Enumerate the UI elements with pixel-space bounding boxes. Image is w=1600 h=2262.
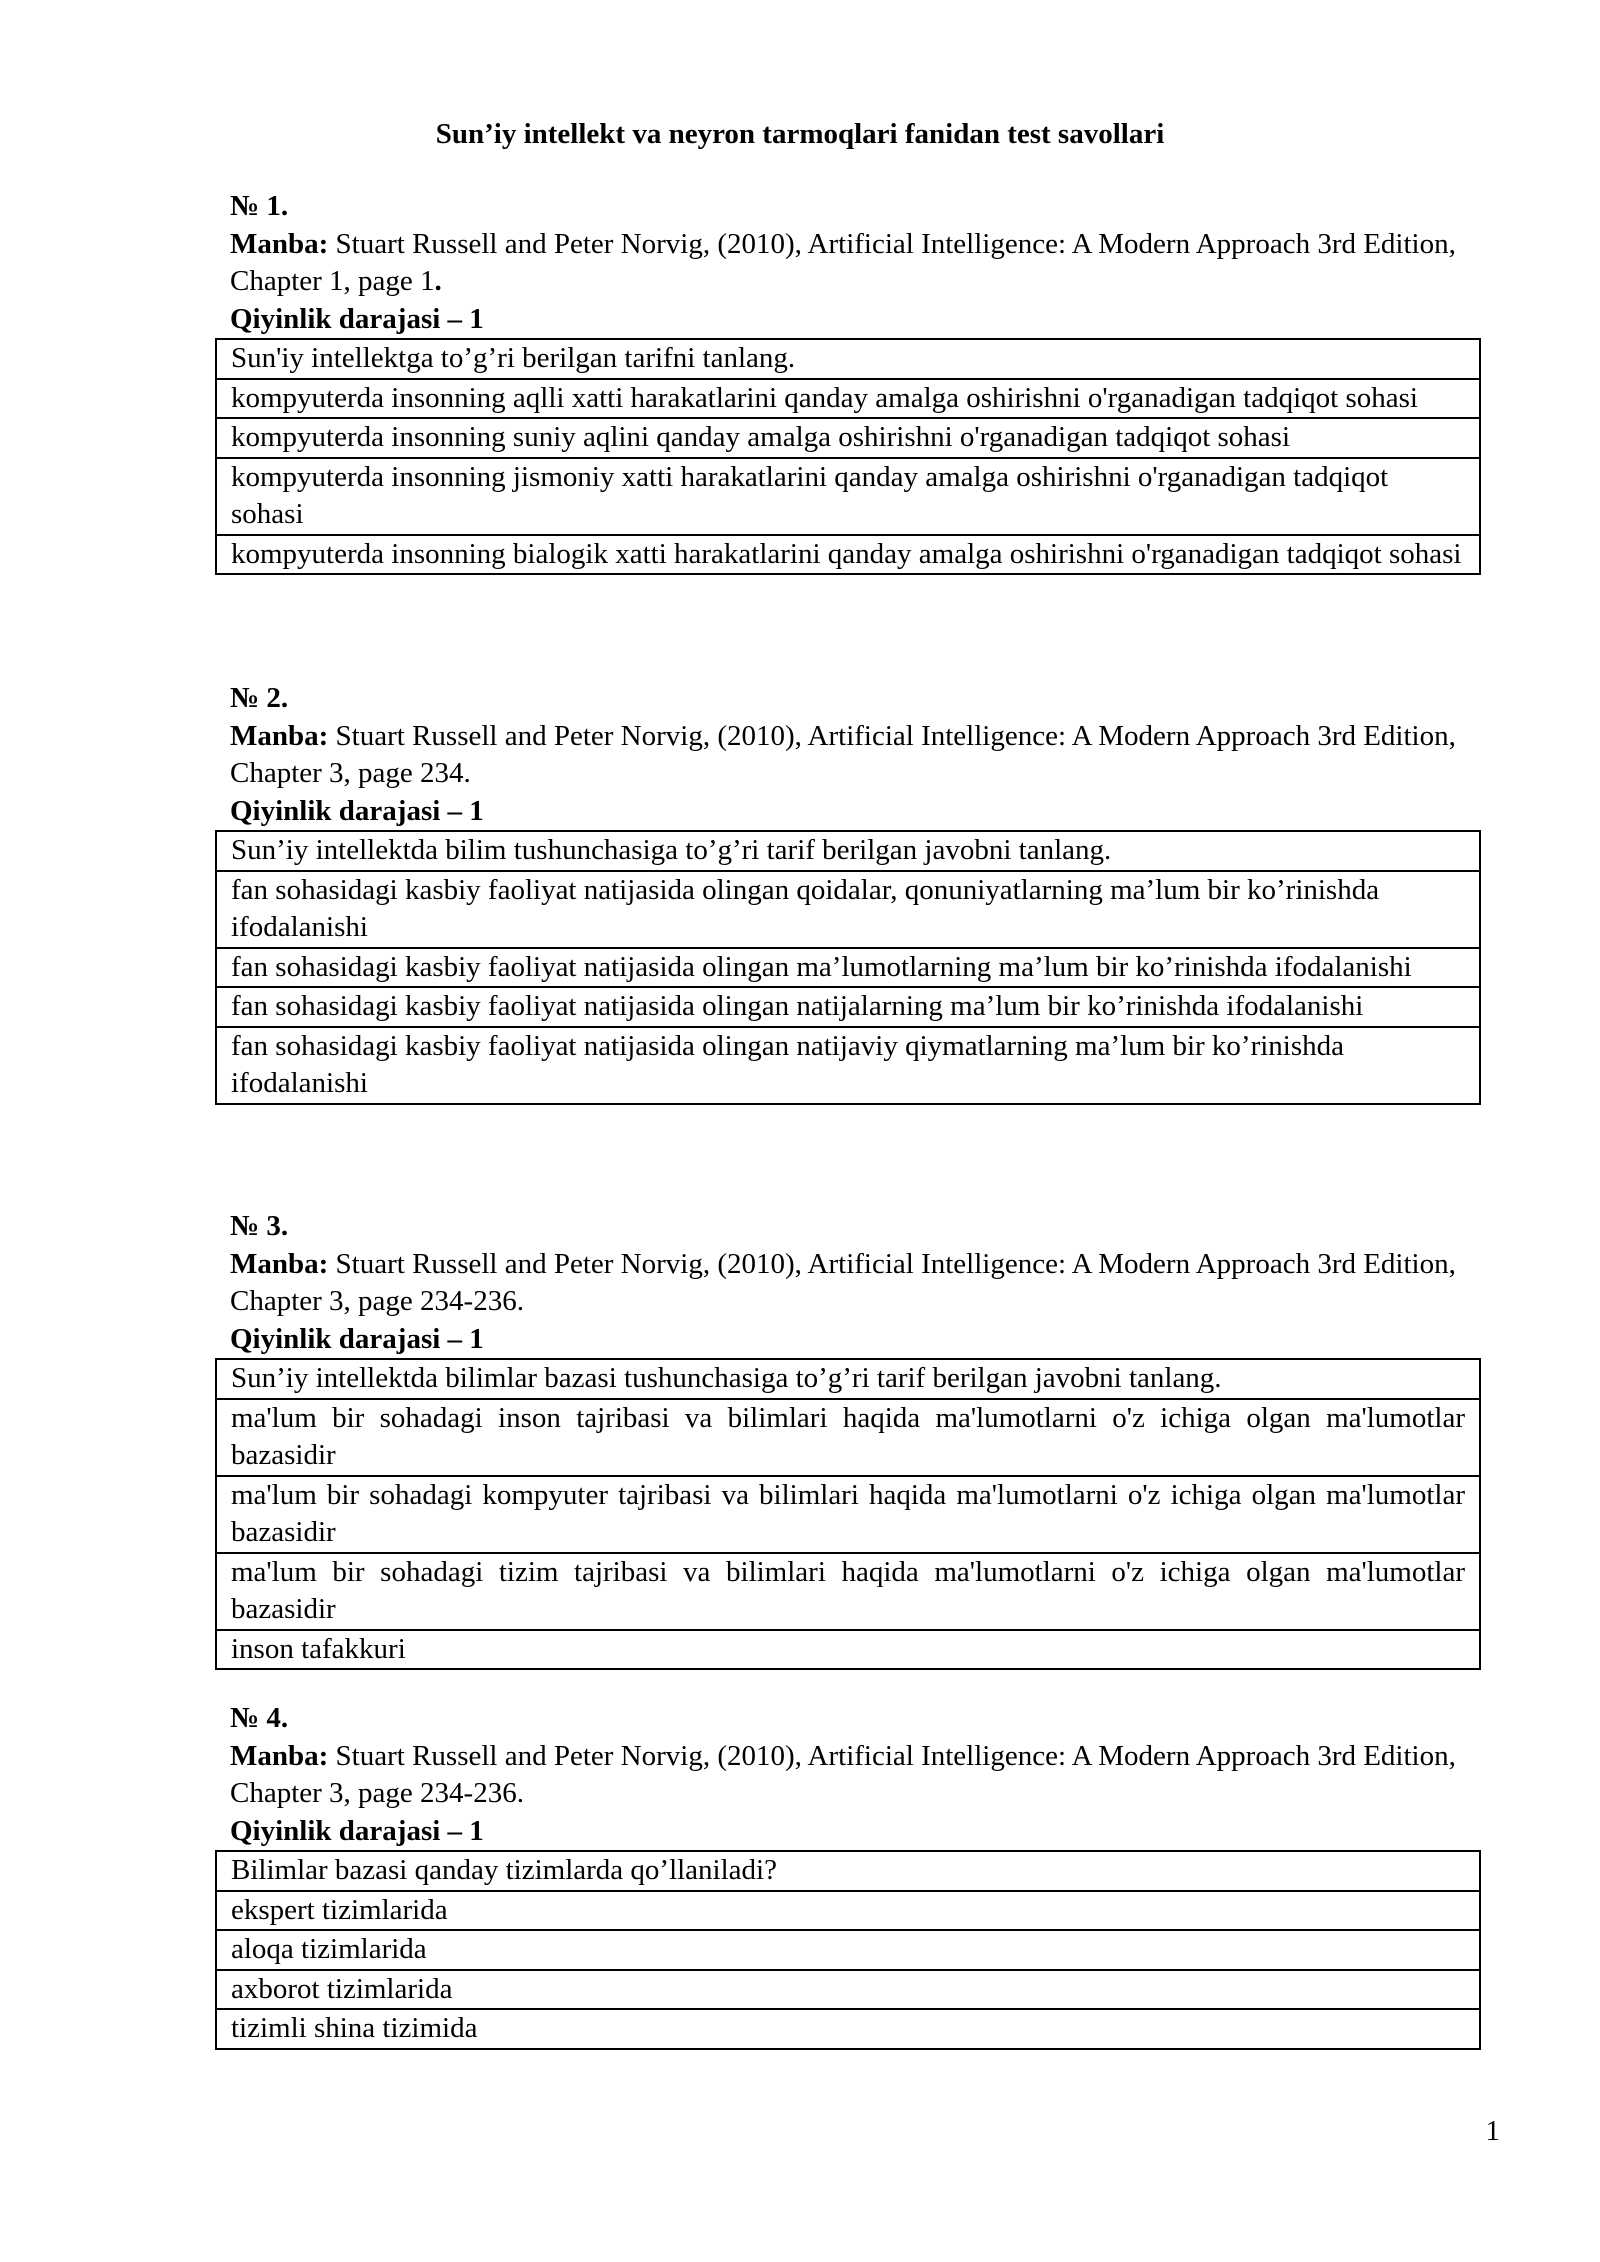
answer-option: fan sohasidagi kasbiy faoliyat natijasida olingan natijalarning ma’lum bir ko’rinishda ifodalanishi (217, 986, 1479, 1026)
question-table (215, 830, 1481, 1105)
source-text: Stuart Russell and Peter Norvig, (2010), Artificial Intelligence: A Modern Approach 3rd Edition, Chapter 1, page 1 (230, 227, 1456, 297)
source-label: Manba: (230, 1739, 329, 1772)
question-1 (215, 188, 1481, 575)
answer-option: tizimli shina tizimida (217, 2008, 1479, 2048)
source-label: Manba: (230, 1247, 329, 1280)
question-table (215, 1850, 1481, 2050)
answer-option: axborot tizimlarida (217, 1969, 1479, 2009)
answer-option: fan sohasidagi kasbiy faoliyat natijasida olingan natijaviy qiymatlarning ma’lum bir ko’rinishda ifodalanishi (217, 1026, 1479, 1103)
source-label: Manba: (230, 227, 329, 260)
answer-option: ma'lum bir sohadagi inson tajribasi va bilimlari haqida ma'lumotlarni o'z ichiga olgan ma'lumotlar bazasidir (217, 1398, 1479, 1475)
source-suffix: . (434, 265, 442, 297)
answer-option: inson tafakkuri (217, 1629, 1479, 1669)
source-text: Stuart Russell and Peter Norvig, (2010), Artificial Intelligence: A Modern Approach 3rd Edition, Chapter 3, page 234-236. (230, 1247, 1456, 1317)
source-text: Stuart Russell and Peter Norvig, (2010), Artificial Intelligence: A Modern Approach 3rd Edition, Chapter 3, page 234-236. (230, 1739, 1456, 1809)
question-source (230, 226, 1481, 301)
page-number: 1 (1485, 2115, 1500, 2147)
answer-option: ma'lum bir sohadagi tizim tajribasi va bilimlari haqida ma'lumotlarni o'z ichiga olgan ma'lumotlar bazasidir (217, 1552, 1479, 1629)
answer-option: kompyuterda insonning bialogik xatti harakatlarini qanday amalga oshirishni o'rganadigan tadqiqot sohasi (217, 534, 1479, 574)
source-label: Manba: (230, 719, 329, 752)
question-source (230, 718, 1481, 793)
question-text: Sun’iy intellektda bilimlar bazasi tushunchasiga to’g’ri tarif berilgan javobni tanlang. (231, 1362, 1222, 1394)
answer-option: aloqa tizimlarida (217, 1929, 1479, 1969)
answer-option: kompyuterda insonning aqlli xatti harakatlarini qanday amalga oshirishni o'rganadigan tadqiqot sohasi (217, 378, 1479, 418)
question-3 (215, 1208, 1481, 1670)
difficulty-level: Qiyinlik darajasi – 1 (230, 794, 484, 827)
question-number: № 1. (230, 190, 289, 222)
question-4 (215, 1700, 1481, 2050)
question-source (230, 1246, 1481, 1321)
question-text: Sun'iy intellektga to’g’ri berilgan tarifni tanlang. (231, 342, 796, 374)
source-text: Stuart Russell and Peter Norvig, (2010), Artificial Intelligence: A Modern Approach 3rd Edition, Chapter 3, page 234. (230, 719, 1456, 789)
question-table (215, 1358, 1481, 1670)
difficulty-level: Qiyinlik darajasi – 1 (230, 302, 484, 335)
question-number: № 4. (230, 1702, 289, 1734)
question-number: № 3. (230, 1210, 289, 1242)
answer-option: ekspert tizimlarida (217, 1890, 1479, 1930)
question-source (230, 1738, 1481, 1813)
question-table (215, 338, 1481, 575)
question-2 (215, 680, 1481, 1105)
difficulty-level: Qiyinlik darajasi – 1 (230, 1322, 484, 1355)
difficulty-level: Qiyinlik darajasi – 1 (230, 1814, 484, 1847)
question-text: Sun’iy intellektda bilim tushunchasiga to’g’ri tarif berilgan javobni tanlang. (231, 834, 1112, 866)
answer-option: kompyuterda insonning suniy aqlini qanday amalga oshirishni o'rganadigan tadqiqot sohasi (217, 417, 1479, 457)
answer-option: fan sohasidagi kasbiy faoliyat natijasida olingan ma’lumotlarning ma’lum bir ko’rinishda ifodalanishi (217, 947, 1479, 987)
page-title: Sun’iy intellekt va neyron tarmoqlari fanidan test savollari (435, 118, 1165, 150)
question-text: Bilimlar bazasi qanday tizimlarda qo’llaniladi? (231, 1854, 777, 1886)
question-number: № 2. (230, 682, 289, 714)
answer-option: fan sohasidagi kasbiy faoliyat natijasida olingan qoidalar, qonuniyatlarning ma’lum bir ko’rinishda ifodalanishi (217, 870, 1479, 947)
answer-option: kompyuterda insonning jismoniy xatti harakatlarini qanday amalga oshirishni o'rganadigan tadqiqot sohasi (217, 457, 1479, 534)
answer-option: ma'lum bir sohadagi kompyuter tajribasi va bilimlari haqida ma'lumotlarni o'z ichiga olgan ma'lumotlar bazasidir (217, 1475, 1479, 1552)
